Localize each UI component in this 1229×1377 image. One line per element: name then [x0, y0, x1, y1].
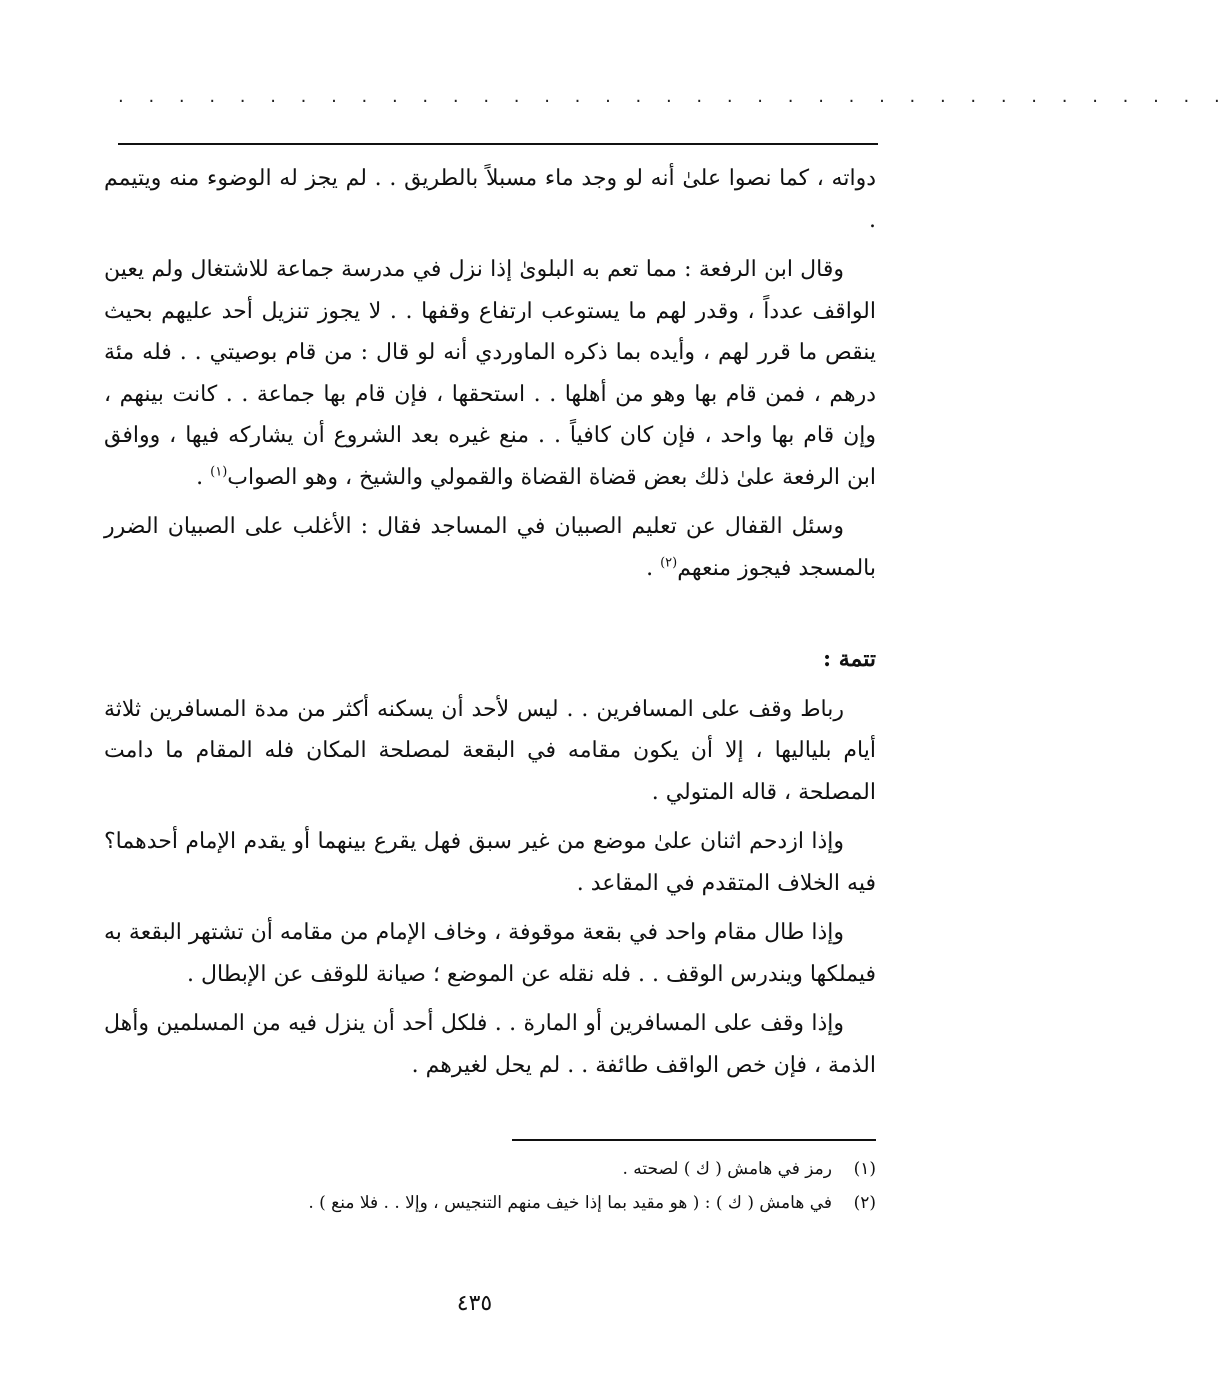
header-dotted-line: . . . . . . . . . . . . . . . . . . . . . . . . . . . . . . . . . . . . .: [118, 86, 1229, 107]
paragraph-continuation: دواته ، كما نصوا علىٰ أنه لو وجد ماء مسبلاً بالطريق . . لم يجز له الوضوء منه ويتيمم .: [104, 166, 876, 233]
section-heading: تتمة :: [822, 646, 876, 672]
paragraph-end: .: [196, 464, 211, 490]
footnote-ref-1: (١): [210, 464, 228, 480]
section-paragraph: وإذا ازدحم اثنان علىٰ موضع من غير سبق فهل يقرع بينهما أو يقدم الإمام أحدهما؟ فيه الخلاف المتقدم في المقاعد .: [104, 829, 876, 896]
footnote-1: [104, 1152, 876, 1186]
paragraph-text: وسئل القفال عن تعليم الصبيان في المساجد فقال : الأغلب على الصبيان الضرر بالمسجد فيجوز منعهم: [104, 514, 876, 581]
footnote-2: [104, 1186, 876, 1220]
footnote-text: في هامش ( ك ) : ( هو مقيد بما إذا خيف منهم التنجيس ، وإلا . . فلا منع ) .: [308, 1193, 832, 1213]
section-paragraph: وإذا طال مقام واحد في بقعة موقوفة ، وخاف الإمام من مقامه أن تشتهر البقعة به فيملكها ويندرس الوقف . . فله نقله عن الموضع ؛ صيانة للوقف عن الإبطال .: [104, 920, 876, 987]
paragraph-qaffal: [104, 506, 876, 589]
main-text: [104, 158, 876, 1094]
section-paragraph: وإذا وقف على المسافرين أو المارة . . فلكل أحد أن ينزل فيه من المسلمين وأهل الذمة ، فإن خص الواقف طائفة . . لم يحل لغيرهم .: [104, 1011, 876, 1078]
paragraph-text: وقال ابن الرفعة : مما تعم به البلوىٰ إذا نزل في مدرسة جماعة للاشتغال ولم يعين الواقف عدداً ، وقدر لهم ما يستوعب ارتفاع وقفها . . لا يجوز تنزيل أحد عليهم بحيث ينقص ما قرر لهم ، وأيده بما ذكره الماوردي أنه لو قال : من قام بوصيتي . . فله مئة درهم ، فمن قام بها وهو من أهلها . . استحقها ، فإن قام بها جماعة . . كانت بينهم ، وإن قام بها واحد ، فإن كان كافياً . . منع غيره بعد الشروع أن يشاركه فيها ، ووافق ابن الرفعة علىٰ ذلك بعض قضاة القضاة والقمولي والشيخ ، وهو الصواب: [104, 257, 877, 490]
page-number: ٤٣٥: [456, 1291, 493, 1316]
footnote-ref-2: (٢): [660, 555, 678, 571]
footnote-text: رمز في هامش ( ك ) لصحته .: [622, 1159, 832, 1179]
footnotes: [104, 1152, 876, 1220]
footnote-number: (١): [853, 1159, 876, 1179]
section-paragraph: رباط وقف على المسافرين . . ليس لأحد أن يسكنه أكثر من مدة المسافرين ثلاثة أيام بلياليها ، إلا أن يكون مقامه في البقعة لمصلحة المكان فله المقام ما دامت المصلحة ، قاله المتولي .: [104, 696, 876, 805]
footnote-rule: [512, 1139, 876, 1141]
header-rule: [118, 143, 878, 145]
paragraph-end: .: [646, 555, 661, 581]
footnote-number: (٢): [853, 1193, 876, 1213]
paragraph-ibn-rifah: [104, 249, 876, 498]
